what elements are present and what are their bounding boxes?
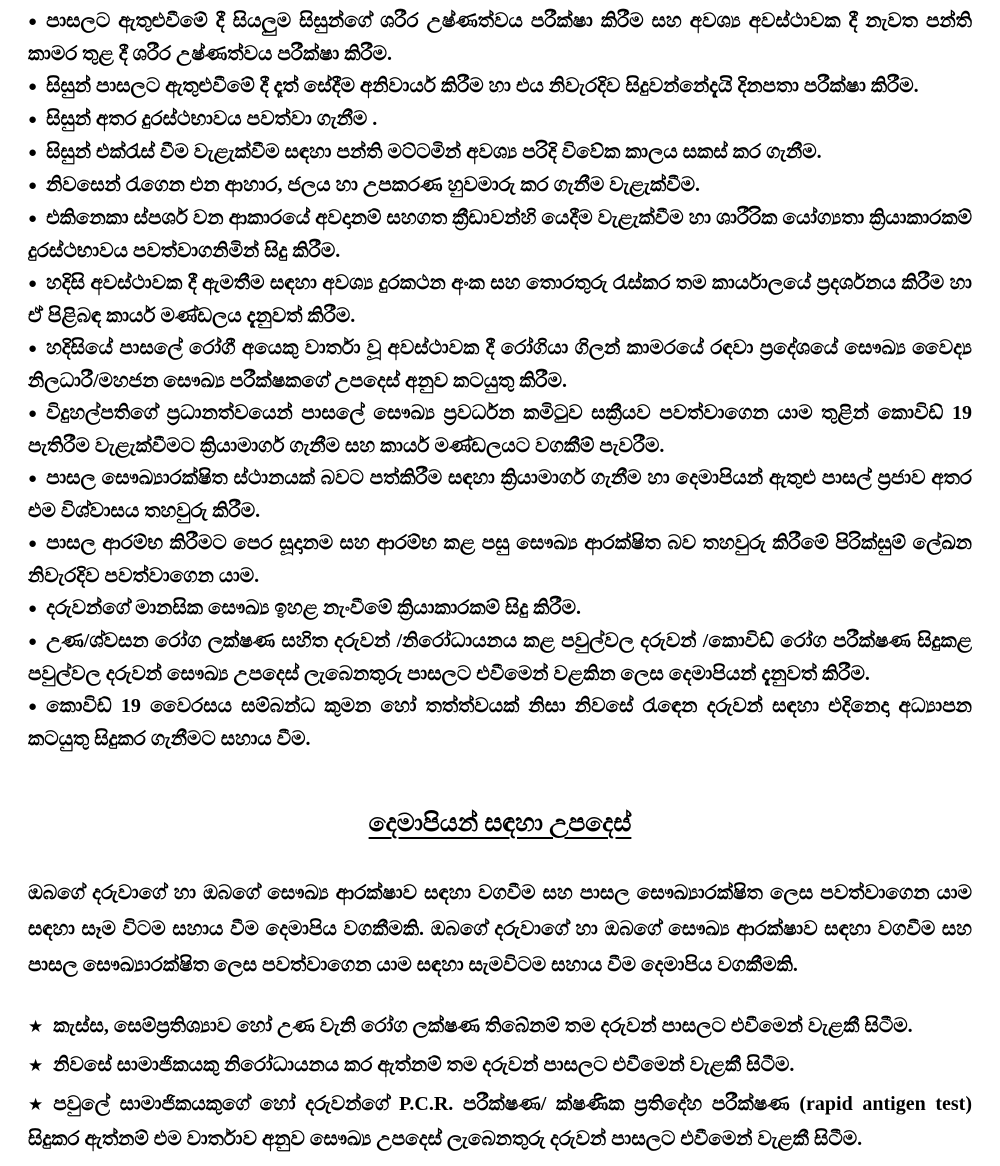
bullet-icon: ● bbox=[28, 211, 38, 227]
star-icon: ★ bbox=[28, 1017, 44, 1036]
guideline-item bbox=[28, 136, 972, 169]
bullet-icon: ● bbox=[28, 145, 38, 161]
guideline-item bbox=[28, 202, 972, 267]
guideline-text: හදිසියේ පාසලේ රෝගී අයෙකු වාර්තා වූ අවස්ථාවක දී රෝගියා ගිලන් කාමරයේ රඳවා ප්‍රදේශයේ සෞඛ්‍ය වෛද්‍ය නිලධාරී/මහජන සෞඛ්‍ය පරීක්ෂකගේ උපදෙස් අනුව කටයුතු කිරීම. bbox=[28, 337, 972, 392]
guideline-text: පාසල සෞඛ්‍යාරක්ෂිත ස්ථානයක් බවට පත්කිරීම සඳහා ක්‍රියාමාර්ග ගැනීම හා දෙමාපියන් ඇතුළු පාසල් ප්‍රජාව අතර එම විශ්වාසය තහවුරු කිරීම. bbox=[28, 467, 972, 522]
bullet-icon: ● bbox=[28, 406, 38, 422]
bullet-icon: ● bbox=[28, 112, 38, 128]
star-icon: ★ bbox=[28, 1095, 44, 1114]
guideline-item bbox=[28, 5, 972, 70]
guideline-item bbox=[28, 332, 972, 397]
guideline-item bbox=[28, 462, 972, 527]
bullet-icon: ● bbox=[28, 699, 38, 715]
guideline-item bbox=[28, 625, 972, 690]
guideline-text: හදිසි අවස්ථාවක දී ඇමතීම සඳහා අවශ්‍ය දුරකථන අංක සහ තොරතුරු රැස්කර තම කාර්යාලයේ ප්‍රදර්ශනය කිරීම හා ඒ පිළිබඳ කාර්ය මණ්ඩලය දැනුවත් කිරීම. bbox=[28, 272, 972, 327]
bullet-icon: ● bbox=[28, 276, 38, 292]
school-guidelines-list bbox=[28, 5, 972, 755]
parents-section-heading bbox=[28, 807, 972, 841]
guideline-item bbox=[28, 103, 972, 136]
guideline-text: උණ/ශ්වසන රෝග ලක්ෂණ සහිත දරුවන් /නිරෝධායනය කළ පවුල්වල දරුවන් /කොවිඩ් රෝග පරීක්ෂණ සිදුකළ පවුල්වල දරුවන් සෞඛ්‍ය උපදෙස් ලැබෙනතුරු පාසලට එවීමෙන් වළකින ලෙස දෙමාපියන් දැනුවත් කිරීම. bbox=[28, 630, 972, 685]
parent-instruction-item bbox=[28, 1048, 972, 1083]
parent-instruction-text: නිවසේ සාමාජිකයකු නිරෝධායනය කර ඇත්නම් තම දරුවන් පාසලට එවීමෙන් වැළකී සිටීම. bbox=[53, 1054, 795, 1076]
guideline-item bbox=[28, 70, 972, 103]
guideline-text: විදුහල්පතිගේ ප්‍රධානත්වයෙන් පාසලේ සෞඛ්‍ය ප්‍රවර්ධන කමිටුව සක්‍රීයව පවත්වාගෙන යාම තුළින් කොවිඩ් 19 පැතිරීම වැළැක්වීමට ක්‍රියාමාර්ග ගැනීම සහ කාර්ය මණ්ඩලයට වගකීම් පැවරීම. bbox=[28, 402, 972, 457]
guideline-text: සිසුන් එක්රැස් වීම වැළැක්වීම සඳහා පන්ති මට්ටමින් අවශ්‍ය පරිදි විවේක කාලය සකස් කර ගැනීම. bbox=[46, 141, 822, 163]
guideline-text: දරුවන්ගේ මානසික සෞඛ්‍ය ඉහළ නැංවීමේ ක්‍රියාකාරකම් සිදු කිරීම. bbox=[46, 597, 581, 619]
bullet-icon: ● bbox=[28, 601, 38, 617]
bullet-icon: ● bbox=[28, 536, 38, 552]
parents-section-heading-text: දෙමාපියන් සඳහා උපදෙස් bbox=[368, 810, 632, 837]
guideline-item bbox=[28, 169, 972, 202]
bullet-icon: ● bbox=[28, 79, 38, 95]
guideline-item bbox=[28, 397, 972, 462]
parents-instructions-list bbox=[28, 1009, 972, 1156]
bullet-icon: ● bbox=[28, 178, 38, 194]
guideline-item bbox=[28, 690, 972, 755]
guideline-text: සිසුන් පාසලට ඇතුළුවීමේ දී දෑත් සේදීම අනිවාර්ය කිරීම හා එය නිවැරදිව සිදුවන්නේදැයි දිනපතා පරීක්ෂා කිරීම. bbox=[46, 75, 919, 97]
parent-instruction-item bbox=[28, 1009, 972, 1044]
bullet-icon: ● bbox=[28, 341, 38, 357]
star-icon: ★ bbox=[28, 1056, 44, 1075]
guideline-item bbox=[28, 592, 972, 625]
guideline-text: එකිනෙකා ස්පර්ශ වන ආකාරයේ අවදානම් සහගත ක්‍රීඩාවන්හි යෙදීම වැළැක්වීම හා ශාරීරික යෝග්‍යතා ක්‍රියාකාරකම් දුරස්ථභාවය පවත්වාගනිමින් සිදු කිරීම. bbox=[28, 207, 972, 262]
guideline-text: නිවසෙන් රැගෙන එන ආහාර, ජලය හා උපකරණ හුවමාරු කර ගැනීම වැළැක්වීම. bbox=[46, 174, 701, 196]
guideline-item bbox=[28, 527, 972, 592]
parent-instruction-text: කැස්ස, සෙම්ප්‍රතිශ්‍යාව හෝ උණ වැනි රෝග ලක්ෂණ තිබේනම් තම දරුවන් පාසලට එවීමෙන් වැළකී සිටීම. bbox=[53, 1015, 913, 1037]
parents-intro-paragraph: ඔබගේ දරුවාගේ හා ඔබගේ සෞඛ්‍ය ආරක්ෂාව සඳහා වගවීම සහ පාසල සෞඛ්‍යාරක්ෂිත ලෙස පවත්වාගෙන යාම සඳහා සෑම විටම සහාය වීම දෙමාපිය වගකීමකි. ඔබගේ දරුවාගේ හා ඔබගේ සෞඛ්‍ය ආරක්ෂාව සඳහා වගවීම සහ පාසල සෞඛ්‍යාරක්ෂිත ලෙස පවත්වාගෙන යාම සඳහා සැමවිටම සහාය වීම දෙමාපිය වගකීමකි. bbox=[28, 882, 972, 976]
guideline-text: කොවිඩ් 19 වෛරසය සම්බන්ධ කුමන හෝ තත්ත්වයක් නිසා නිවසේ රැඳෙන දරුවන් සඳහා එදිනෙදා අධ්‍යාපන කටයුතු සිදුකර ගැනීමට සහාය වීම. bbox=[28, 695, 972, 750]
guideline-text: පාසලට ඇතුළුවීමේ දී සියලුම සිසුන්ගේ ශරීර උෂ්ණත්වය පරීක්ෂා කිරීම සහ අවශ්‍ය අවස්ථාවක දී නැවත පන්ති කාමර තුළ දී ශරීර උෂ්ණත්වය පරීක්ෂා කිරීම. bbox=[28, 10, 972, 65]
bullet-icon: ● bbox=[28, 471, 38, 487]
parent-instruction-text: පවුලේ සාමාජිකයකුගේ හෝ දරුවන්ගේ P.C.R. පරීක්ෂණ/ ක්ෂණික ප්‍රතිදේහ පරීක්ෂණ (rapid antigen test) සිදුකර ඇත්නම් එම වාර්තාව අනුව සෞඛ්‍ය උපදෙස් ලැබෙනතුරු දරුවන් පාසලට එවීමෙන් වැළකී සිටීම. bbox=[28, 1093, 972, 1150]
guideline-text: සිසුන් අතර දුරස්ථභාවය පවත්වා ගැනීම . bbox=[46, 108, 378, 130]
bullet-icon: ● bbox=[28, 634, 38, 650]
parent-instruction-item bbox=[28, 1087, 972, 1156]
guideline-item bbox=[28, 267, 972, 332]
bullet-icon: ● bbox=[28, 14, 38, 30]
guideline-text: පාසල ආරම්භ කිරීමට පෙර සූදානම සහ ආරම්භ කළ පසු සෞඛ්‍ය ආරක්ෂිත බව තහවුරු කිරීමේ පිරික්සුම් ලේඛන නිවැරදිව පවත්වාගෙන යාම. bbox=[28, 532, 972, 587]
